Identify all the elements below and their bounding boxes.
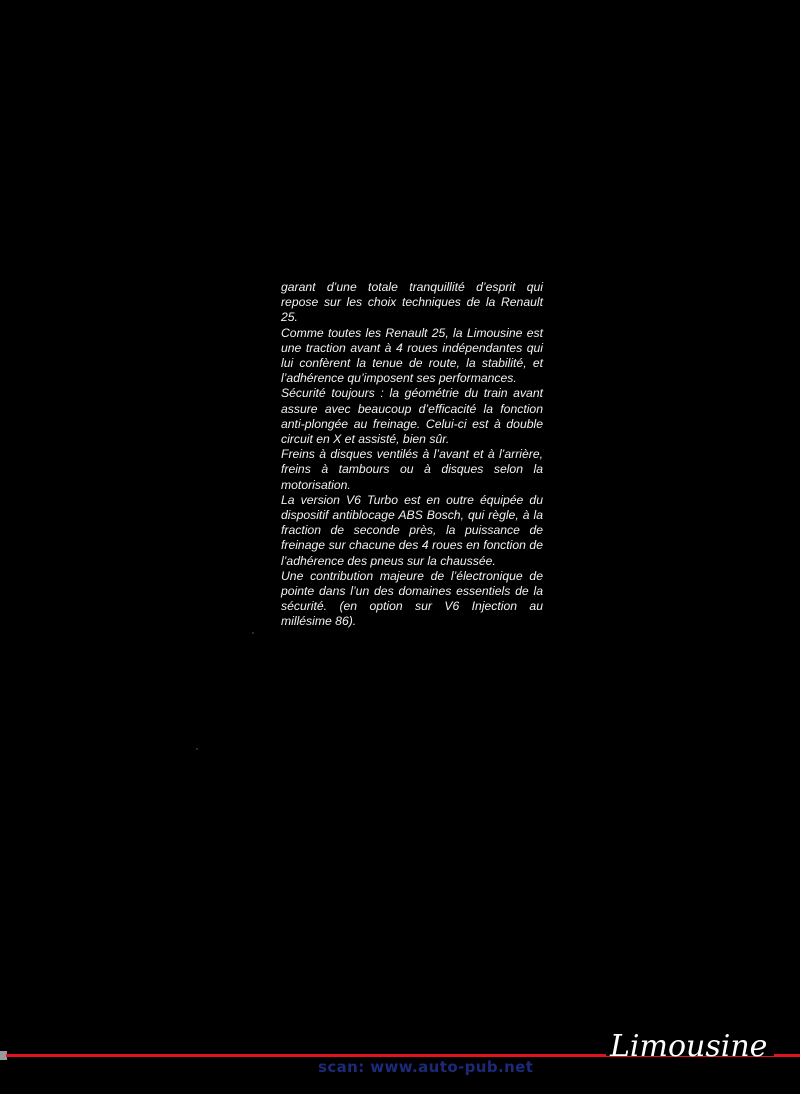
logo-text: Limousine xyxy=(610,1029,768,1064)
dust-speck xyxy=(196,748,198,750)
paragraph-safety: Sécurité toujours : la géométrie du train avant assure avec beaucoup d’efficacité la fonction anti-plongée au freinage. Celui-ci est à double circuit en X et assisté, bien sûr. xyxy=(281,386,543,447)
paragraph-abs: La version V6 Turbo est en outre équipée du dispositif antiblocage ABS Bosch, qui règle, à la fraction de seconde près, la puissance de freinage sur chacune des 4 roues en fonction de l’adhérence des pneus sur la chaussée. xyxy=(281,492,543,568)
paragraph-electronics: Une contribution majeure de l’électronique de pointe dans l’un des domaines essentiels de la sécurité. (en option sur V6 Injection au millésime 86). xyxy=(281,568,543,629)
paragraph-brakes: Freins à disques ventilés à l’avant et à l’arrière, freins à tambours ou à disques selon la motorisation. xyxy=(281,447,543,492)
body-text xyxy=(281,280,543,630)
dust-speck xyxy=(252,632,254,634)
paragraph-traction: Comme toutes les Renault 25, la Limousine est une traction avant à 4 roues indépendantes qui lui confèrent la tenue de route, la stabilité, et l’adhérence qu’imposent ses performances. xyxy=(281,325,543,386)
limousine-logo xyxy=(606,1016,774,1072)
paragraph-reassurance: garant d’une totale tranquillité d’esprit qui repose sur les choix techniques de la Renault 25. xyxy=(281,280,543,325)
scan-credit: scan: www.auto-pub.net xyxy=(318,1058,534,1076)
